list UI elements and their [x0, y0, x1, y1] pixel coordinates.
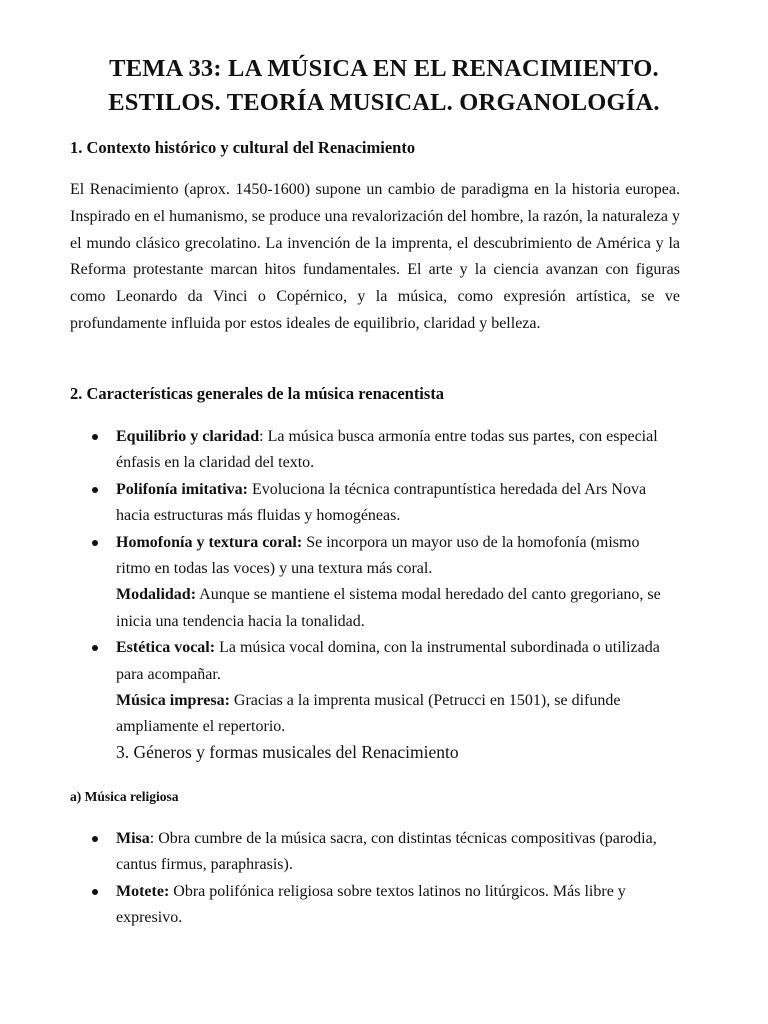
item-term: Misa: [116, 830, 150, 847]
section-1-heading: 1. Contexto histórico y cultural del Renacimiento: [70, 138, 416, 157]
item-term: Motete:: [116, 882, 170, 900]
item-term: Polifonía imitativa:: [116, 480, 248, 498]
list-item: [70, 424, 670, 477]
list-item: [70, 879, 670, 932]
title-line-1: TEMA 33: LA MÚSICA EN EL RENACIMIENTO.: [109, 55, 659, 82]
bullet-icon: [92, 487, 98, 493]
list-item: [70, 477, 670, 530]
title-line-2: ESTILOS. TEORÍA MUSICAL. ORGANOLOGÍA.: [108, 89, 660, 116]
bullet-icon: [92, 434, 98, 440]
characteristics-list: [70, 424, 670, 741]
bullet-icon: [92, 836, 98, 842]
item-text: Se incorpora un mayor uso de la homofonía (mismo ritmo en todas las voces) y una textura más coral.: [116, 533, 640, 578]
genres-list: [70, 826, 670, 932]
document-title: [60, 52, 708, 120]
section-2-heading: 2. Características generales de la música renacentista: [70, 384, 445, 403]
item-continuation: [116, 688, 670, 741]
item-term: Música impresa:: [116, 692, 230, 710]
item-text: Gracias a la imprenta musical (Petrucci en 1501), se difunde ampliamente el repertorio.: [116, 692, 621, 736]
bullet-icon: [92, 645, 98, 651]
section-1-paragraph: El Renacimiento (aprox. 1450-1600) supone un cambio de paradigma en la historia europea. Inspirado en el humanismo, se produce una revalorización del hombre, la razón, la naturaleza y el mundo clásico grecolatino. La invención de la imprenta, el descubrimiento de América y la Reforma protestante marcan hitos fundamentales. El arte y la ciencia avanzan con figuras como Leonardo da Vinci o Copérnico, y la música, como expresión artística, se ve profundamente influida por estos ideales de equilibrio, claridad y belleza.: [70, 181, 680, 332]
item-text: : La música busca armonía entre todas sus partes, con especial énfasis en la claridad del texto.: [116, 428, 658, 472]
item-term: Homofonía y textura coral:: [116, 533, 303, 551]
item-text: Obra polifónica religiosa sobre textos latinos no litúrgicos. Más libre y expresivo.: [116, 882, 626, 927]
list-item: [70, 826, 670, 879]
item-text: Aunque se mantiene el sistema modal heredado del canto gregoriano, se inicia una tendencia hacia la tonalidad.: [116, 586, 661, 630]
item-continuation: [116, 582, 670, 635]
list-item: [70, 635, 670, 741]
item-text: : Obra cumbre de la música sacra, con distintas técnicas compositivas (parodia, cantus firmus, paraphrasis).: [116, 830, 657, 874]
item-term: Modalidad:: [116, 586, 197, 604]
item-text: Evoluciona la técnica contrapuntística heredada del Ars Nova hacia estructuras más fluidas y homogéneas.: [116, 480, 647, 525]
item-term: Estética vocal:: [116, 639, 216, 657]
section-3a-subheading: a) Música religiosa: [70, 789, 179, 804]
list-item: [70, 530, 670, 636]
section-3-heading: 3. Géneros y formas musicales del Renacimiento: [116, 742, 459, 762]
bullet-icon: [92, 889, 98, 895]
bullet-icon: [92, 540, 98, 546]
item-term: Equilibrio y claridad: [116, 428, 260, 445]
item-text: La música vocal domina, con la instrumental subordinada o utilizada para acompañar.: [116, 639, 660, 683]
